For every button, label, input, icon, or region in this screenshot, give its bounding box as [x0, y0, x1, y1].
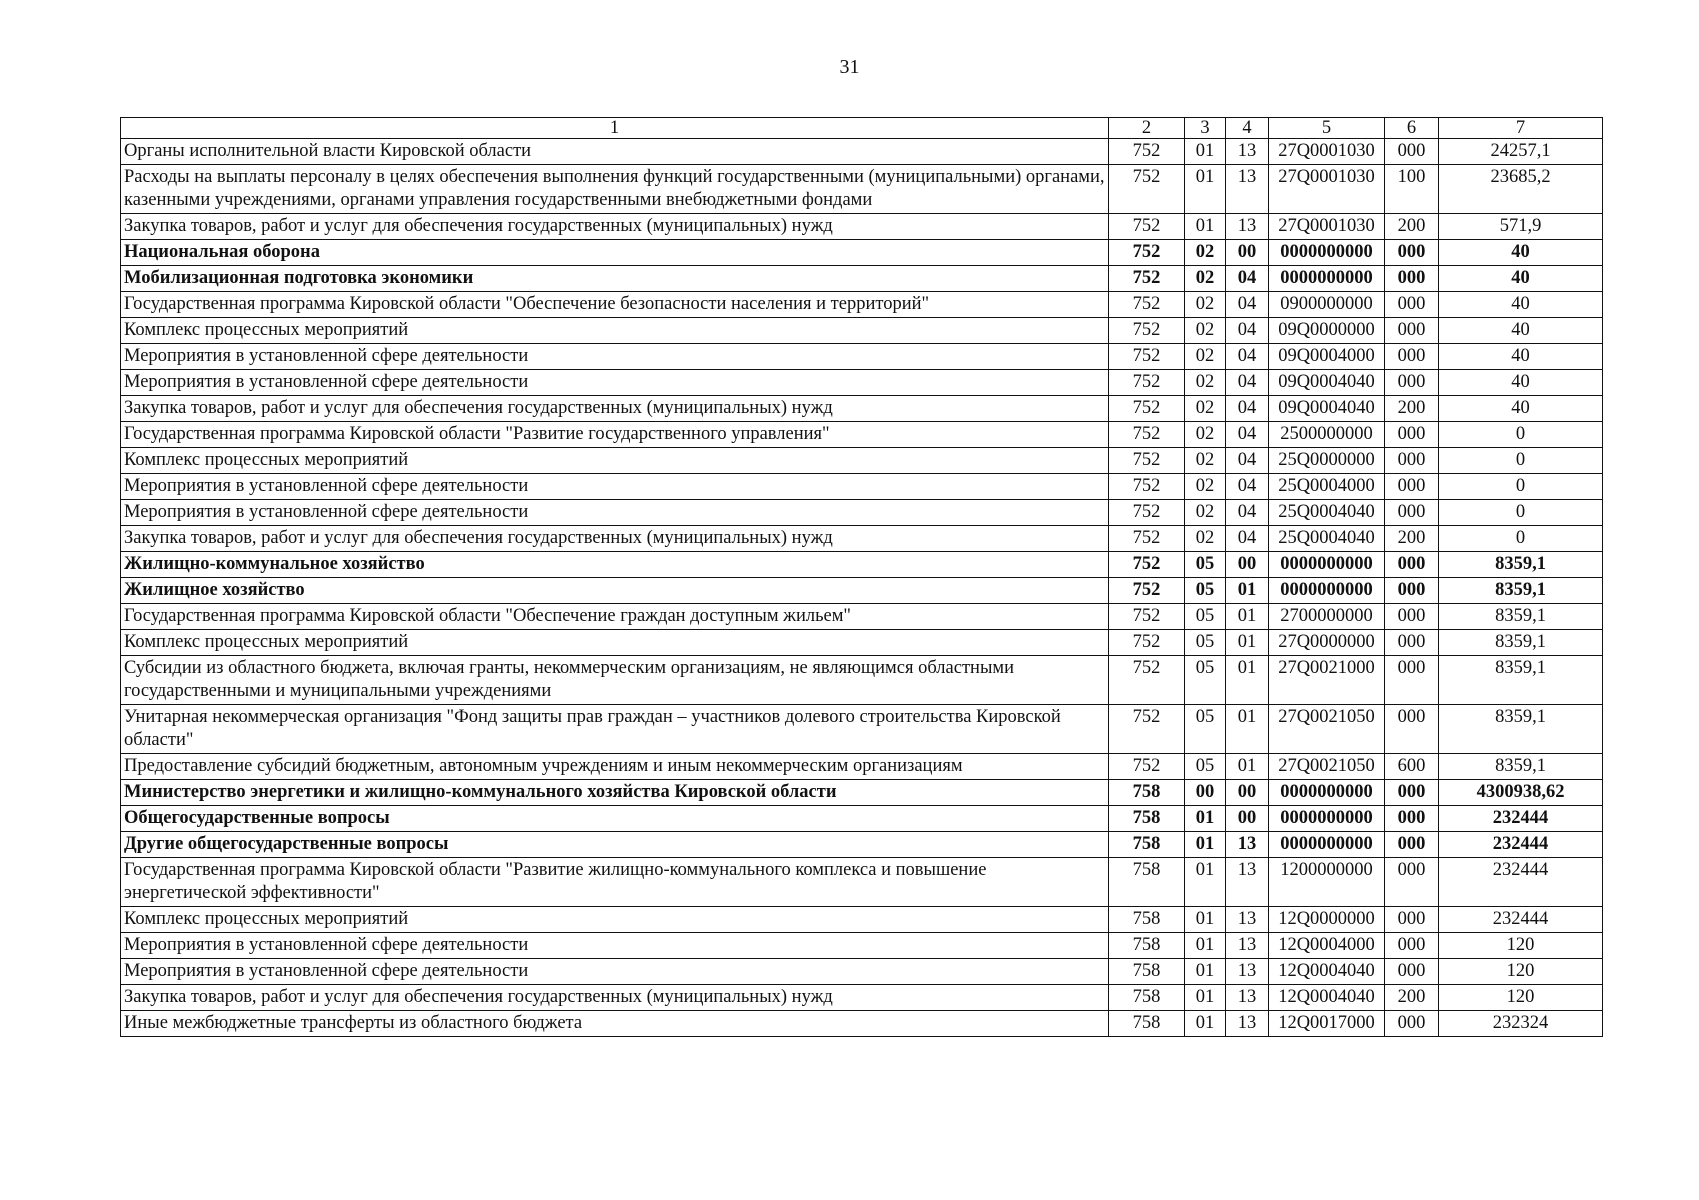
table-row — [121, 578, 1603, 604]
subsection-cell: 13 — [1226, 907, 1269, 933]
item-name-cell: Мероприятия в установленной сфере деятельности — [121, 474, 1109, 500]
ministry-code-cell: 752 — [1109, 214, 1185, 240]
amount-cell: 8359,1 — [1439, 604, 1603, 630]
table-row — [121, 474, 1603, 500]
target-article-cell: 0900000000 — [1269, 292, 1385, 318]
expense-type-cell: 000 — [1385, 656, 1439, 705]
subsection-cell: 04 — [1226, 448, 1269, 474]
table-row — [121, 832, 1603, 858]
ministry-code-cell: 752 — [1109, 552, 1185, 578]
target-article-cell: 1200000000 — [1269, 858, 1385, 907]
item-name-cell: Мероприятия в установленной сфере деятельности — [121, 370, 1109, 396]
amount-cell: 40 — [1439, 292, 1603, 318]
table-row — [121, 214, 1603, 240]
section-cell: 05 — [1185, 552, 1226, 578]
amount-cell: 232444 — [1439, 806, 1603, 832]
ministry-code-cell: 758 — [1109, 858, 1185, 907]
ministry-code-cell: 752 — [1109, 630, 1185, 656]
item-name-cell: Закупка товаров, работ и услуг для обеспечения государственных (муниципальных) нужд — [121, 985, 1109, 1011]
section-cell: 01 — [1185, 858, 1226, 907]
amount-cell: 0 — [1439, 422, 1603, 448]
subsection-cell: 01 — [1226, 656, 1269, 705]
amount-cell: 8359,1 — [1439, 578, 1603, 604]
amount-cell: 8359,1 — [1439, 630, 1603, 656]
section-cell: 01 — [1185, 1011, 1226, 1037]
table-row — [121, 266, 1603, 292]
expense-type-cell: 000 — [1385, 630, 1439, 656]
target-article-cell: 12Q0004040 — [1269, 985, 1385, 1011]
expense-type-cell: 000 — [1385, 705, 1439, 754]
table-row — [121, 1011, 1603, 1037]
subsection-cell: 04 — [1226, 422, 1269, 448]
section-cell: 05 — [1185, 754, 1226, 780]
column-header: 7 — [1439, 118, 1603, 139]
item-name-cell: Унитарная некоммерческая организация "Фонд защиты прав граждан – участников долевого строительства Кировской области" — [121, 705, 1109, 754]
target-article-cell: 27Q0001030 — [1269, 214, 1385, 240]
subsection-cell: 13 — [1226, 985, 1269, 1011]
section-cell: 00 — [1185, 780, 1226, 806]
subsection-cell: 01 — [1226, 630, 1269, 656]
item-name-cell: Жилищно-коммунальное хозяйство — [121, 552, 1109, 578]
table-row — [121, 858, 1603, 907]
amount-cell: 0 — [1439, 526, 1603, 552]
section-cell: 05 — [1185, 578, 1226, 604]
table-row — [121, 526, 1603, 552]
section-cell: 01 — [1185, 214, 1226, 240]
section-cell: 02 — [1185, 448, 1226, 474]
section-cell: 01 — [1185, 959, 1226, 985]
amount-cell: 8359,1 — [1439, 705, 1603, 754]
section-cell: 02 — [1185, 240, 1226, 266]
expense-type-cell: 000 — [1385, 578, 1439, 604]
amount-cell: 8359,1 — [1439, 754, 1603, 780]
ministry-code-cell: 758 — [1109, 832, 1185, 858]
target-article-cell: 0000000000 — [1269, 266, 1385, 292]
table-row — [121, 500, 1603, 526]
expense-type-cell: 000 — [1385, 933, 1439, 959]
ministry-code-cell: 752 — [1109, 448, 1185, 474]
table-row — [121, 396, 1603, 422]
table-row — [121, 318, 1603, 344]
amount-cell: 232324 — [1439, 1011, 1603, 1037]
expense-type-cell: 000 — [1385, 500, 1439, 526]
subsection-cell: 04 — [1226, 292, 1269, 318]
amount-cell: 8359,1 — [1439, 552, 1603, 578]
expense-type-cell: 000 — [1385, 604, 1439, 630]
column-header: 3 — [1185, 118, 1226, 139]
table-row — [121, 240, 1603, 266]
amount-cell: 232444 — [1439, 832, 1603, 858]
target-article-cell: 25Q0004040 — [1269, 526, 1385, 552]
ministry-code-cell: 752 — [1109, 344, 1185, 370]
table-row — [121, 959, 1603, 985]
item-name-cell: Национальная оборона — [121, 240, 1109, 266]
expense-type-cell: 000 — [1385, 344, 1439, 370]
amount-cell: 120 — [1439, 933, 1603, 959]
subsection-cell: 04 — [1226, 396, 1269, 422]
expense-type-cell: 600 — [1385, 754, 1439, 780]
expense-type-cell: 200 — [1385, 985, 1439, 1011]
target-article-cell: 09Q0004040 — [1269, 396, 1385, 422]
expense-type-cell: 000 — [1385, 318, 1439, 344]
expense-type-cell: 000 — [1385, 907, 1439, 933]
expense-type-cell: 000 — [1385, 240, 1439, 266]
table-row — [121, 292, 1603, 318]
item-name-cell: Другие общегосударственные вопросы — [121, 832, 1109, 858]
expense-type-cell: 000 — [1385, 292, 1439, 318]
table-row — [121, 806, 1603, 832]
ministry-code-cell: 752 — [1109, 165, 1185, 214]
ministry-code-cell: 752 — [1109, 500, 1185, 526]
target-article-cell: 0000000000 — [1269, 240, 1385, 266]
ministry-code-cell: 758 — [1109, 907, 1185, 933]
subsection-cell: 01 — [1226, 705, 1269, 754]
item-name-cell: Расходы на выплаты персоналу в целях обеспечения выполнения функций государственными (муниципальными) органами, казенными учреждениями, органами управления государственными внебюджетными фондами — [121, 165, 1109, 214]
item-name-cell: Комплекс процессных мероприятий — [121, 907, 1109, 933]
expense-type-cell: 200 — [1385, 214, 1439, 240]
amount-cell: 4300938,62 — [1439, 780, 1603, 806]
target-article-cell: 2700000000 — [1269, 604, 1385, 630]
item-name-cell: Государственная программа Кировской области "Развитие государственного управления" — [121, 422, 1109, 448]
amount-cell: 40 — [1439, 344, 1603, 370]
subsection-cell: 04 — [1226, 344, 1269, 370]
subsection-cell: 13 — [1226, 959, 1269, 985]
table-row — [121, 630, 1603, 656]
amount-cell: 0 — [1439, 448, 1603, 474]
subsection-cell: 13 — [1226, 858, 1269, 907]
section-cell: 02 — [1185, 318, 1226, 344]
subsection-cell: 13 — [1226, 139, 1269, 165]
amount-cell: 8359,1 — [1439, 656, 1603, 705]
target-article-cell: 12Q0000000 — [1269, 907, 1385, 933]
item-name-cell: Предоставление субсидий бюджетным, автономным учреждениям и иным некоммерческим организациям — [121, 754, 1109, 780]
amount-cell: 23685,2 — [1439, 165, 1603, 214]
table-row — [121, 552, 1603, 578]
section-cell: 02 — [1185, 370, 1226, 396]
subsection-cell: 13 — [1226, 214, 1269, 240]
expense-type-cell: 000 — [1385, 370, 1439, 396]
section-cell: 05 — [1185, 630, 1226, 656]
section-cell: 01 — [1185, 165, 1226, 214]
section-cell: 02 — [1185, 266, 1226, 292]
target-article-cell: 12Q0004000 — [1269, 933, 1385, 959]
subsection-cell: 13 — [1226, 933, 1269, 959]
ministry-code-cell: 752 — [1109, 604, 1185, 630]
target-article-cell: 25Q0004000 — [1269, 474, 1385, 500]
section-cell: 01 — [1185, 806, 1226, 832]
ministry-code-cell: 758 — [1109, 959, 1185, 985]
amount-cell: 40 — [1439, 240, 1603, 266]
subsection-cell: 13 — [1226, 1011, 1269, 1037]
target-article-cell: 27Q0021050 — [1269, 754, 1385, 780]
target-article-cell: 27Q0021000 — [1269, 656, 1385, 705]
ministry-code-cell: 752 — [1109, 396, 1185, 422]
amount-cell: 120 — [1439, 959, 1603, 985]
ministry-code-cell: 758 — [1109, 933, 1185, 959]
subsection-cell: 04 — [1226, 318, 1269, 344]
expense-type-cell: 000 — [1385, 474, 1439, 500]
table-body — [121, 139, 1603, 1037]
table-row — [121, 780, 1603, 806]
item-name-cell: Министерство энергетики и жилищно-коммунального хозяйства Кировской области — [121, 780, 1109, 806]
expense-type-cell: 000 — [1385, 552, 1439, 578]
item-name-cell: Комплекс процессных мероприятий — [121, 318, 1109, 344]
target-article-cell: 0000000000 — [1269, 780, 1385, 806]
amount-cell: 0 — [1439, 500, 1603, 526]
expense-type-cell: 000 — [1385, 448, 1439, 474]
column-header: 4 — [1226, 118, 1269, 139]
target-article-cell: 27Q0000000 — [1269, 630, 1385, 656]
section-cell: 02 — [1185, 526, 1226, 552]
expense-type-cell: 000 — [1385, 806, 1439, 832]
ministry-code-cell: 752 — [1109, 266, 1185, 292]
target-article-cell: 25Q0000000 — [1269, 448, 1385, 474]
section-cell: 01 — [1185, 832, 1226, 858]
column-header: 2 — [1109, 118, 1185, 139]
section-cell: 01 — [1185, 933, 1226, 959]
table-row — [121, 907, 1603, 933]
table-row — [121, 933, 1603, 959]
expense-type-cell: 200 — [1385, 396, 1439, 422]
section-cell: 02 — [1185, 422, 1226, 448]
ministry-code-cell: 752 — [1109, 526, 1185, 552]
amount-cell: 40 — [1439, 266, 1603, 292]
target-article-cell: 12Q0017000 — [1269, 1011, 1385, 1037]
table-row — [121, 754, 1603, 780]
item-name-cell: Закупка товаров, работ и услуг для обеспечения государственных (муниципальных) нужд — [121, 526, 1109, 552]
ministry-code-cell: 752 — [1109, 318, 1185, 344]
expense-type-cell: 000 — [1385, 1011, 1439, 1037]
ministry-code-cell: 758 — [1109, 1011, 1185, 1037]
ministry-code-cell: 752 — [1109, 139, 1185, 165]
target-article-cell: 27Q0001030 — [1269, 139, 1385, 165]
amount-cell: 0 — [1439, 474, 1603, 500]
table-row — [121, 705, 1603, 754]
section-cell: 01 — [1185, 907, 1226, 933]
column-header: 6 — [1385, 118, 1439, 139]
section-cell: 01 — [1185, 985, 1226, 1011]
item-name-cell: Субсидии из областного бюджета, включая гранты, некоммерческим организациям, не являющимся областными государственными и муниципальными учреждениями — [121, 656, 1109, 705]
item-name-cell: Мероприятия в установленной сфере деятельности — [121, 959, 1109, 985]
subsection-cell: 00 — [1226, 806, 1269, 832]
subsection-cell: 01 — [1226, 754, 1269, 780]
section-cell: 02 — [1185, 500, 1226, 526]
section-cell: 05 — [1185, 656, 1226, 705]
expense-type-cell: 000 — [1385, 422, 1439, 448]
section-cell: 05 — [1185, 705, 1226, 754]
target-article-cell: 0000000000 — [1269, 806, 1385, 832]
item-name-cell: Государственная программа Кировской области "Обеспечение граждан доступным жильем" — [121, 604, 1109, 630]
amount-cell: 571,9 — [1439, 214, 1603, 240]
item-name-cell: Закупка товаров, работ и услуг для обеспечения государственных (муниципальных) нужд — [121, 214, 1109, 240]
expense-type-cell: 000 — [1385, 780, 1439, 806]
ministry-code-cell: 752 — [1109, 578, 1185, 604]
item-name-cell: Мероприятия в установленной сфере деятельности — [121, 344, 1109, 370]
target-article-cell: 0000000000 — [1269, 832, 1385, 858]
target-article-cell: 27Q0001030 — [1269, 165, 1385, 214]
amount-cell: 24257,1 — [1439, 139, 1603, 165]
ministry-code-cell: 758 — [1109, 985, 1185, 1011]
amount-cell: 40 — [1439, 396, 1603, 422]
target-article-cell: 25Q0004040 — [1269, 500, 1385, 526]
target-article-cell: 09Q0004040 — [1269, 370, 1385, 396]
table-row — [121, 422, 1603, 448]
subsection-cell: 00 — [1226, 552, 1269, 578]
item-name-cell: Закупка товаров, работ и услуг для обеспечения государственных (муниципальных) нужд — [121, 396, 1109, 422]
ministry-code-cell: 752 — [1109, 474, 1185, 500]
ministry-code-cell: 752 — [1109, 656, 1185, 705]
expense-type-cell: 000 — [1385, 139, 1439, 165]
table-row — [121, 604, 1603, 630]
item-name-cell: Комплекс процессных мероприятий — [121, 448, 1109, 474]
target-article-cell: 12Q0004040 — [1269, 959, 1385, 985]
ministry-code-cell: 752 — [1109, 370, 1185, 396]
item-name-cell: Жилищное хозяйство — [121, 578, 1109, 604]
section-cell: 01 — [1185, 139, 1226, 165]
header-row — [121, 118, 1603, 139]
target-article-cell: 0000000000 — [1269, 578, 1385, 604]
subsection-cell: 13 — [1226, 832, 1269, 858]
target-article-cell: 0000000000 — [1269, 552, 1385, 578]
table-row — [121, 165, 1603, 214]
expense-type-cell: 000 — [1385, 832, 1439, 858]
expense-type-cell: 000 — [1385, 858, 1439, 907]
subsection-cell: 04 — [1226, 474, 1269, 500]
expense-type-cell: 200 — [1385, 526, 1439, 552]
amount-cell: 232444 — [1439, 858, 1603, 907]
amount-cell: 120 — [1439, 985, 1603, 1011]
ministry-code-cell: 752 — [1109, 240, 1185, 266]
item-name-cell: Органы исполнительной власти Кировской области — [121, 139, 1109, 165]
ministry-code-cell: 758 — [1109, 806, 1185, 832]
amount-cell: 232444 — [1439, 907, 1603, 933]
item-name-cell: Государственная программа Кировской области "Обеспечение безопасности населения и территорий" — [121, 292, 1109, 318]
item-name-cell: Иные межбюджетные трансферты из областного бюджета — [121, 1011, 1109, 1037]
subsection-cell: 04 — [1226, 266, 1269, 292]
ministry-code-cell: 752 — [1109, 705, 1185, 754]
table-row — [121, 985, 1603, 1011]
expense-type-cell: 000 — [1385, 266, 1439, 292]
section-cell: 02 — [1185, 292, 1226, 318]
item-name-cell: Мобилизационная подготовка экономики — [121, 266, 1109, 292]
budget-table — [120, 117, 1603, 1037]
table-row — [121, 656, 1603, 705]
subsection-cell: 13 — [1226, 165, 1269, 214]
subsection-cell: 04 — [1226, 370, 1269, 396]
table-row — [121, 139, 1603, 165]
ministry-code-cell: 752 — [1109, 422, 1185, 448]
target-article-cell: 27Q0021050 — [1269, 705, 1385, 754]
amount-cell: 40 — [1439, 318, 1603, 344]
subsection-cell: 04 — [1226, 500, 1269, 526]
amount-cell: 40 — [1439, 370, 1603, 396]
target-article-cell: 2500000000 — [1269, 422, 1385, 448]
section-cell: 02 — [1185, 344, 1226, 370]
ministry-code-cell: 752 — [1109, 292, 1185, 318]
table-row — [121, 448, 1603, 474]
subsection-cell: 04 — [1226, 526, 1269, 552]
item-name-cell: Мероприятия в установленной сфере деятельности — [121, 500, 1109, 526]
item-name-cell: Комплекс процессных мероприятий — [121, 630, 1109, 656]
column-header: 1 — [121, 118, 1109, 139]
item-name-cell: Государственная программа Кировской области "Развитие жилищно-коммунального комплекса и повышение энергетической эффективности" — [121, 858, 1109, 907]
target-article-cell: 09Q0004000 — [1269, 344, 1385, 370]
section-cell: 02 — [1185, 396, 1226, 422]
section-cell: 02 — [1185, 474, 1226, 500]
ministry-code-cell: 758 — [1109, 780, 1185, 806]
target-article-cell: 09Q0000000 — [1269, 318, 1385, 344]
subsection-cell: 01 — [1226, 604, 1269, 630]
page-number: 31 — [839, 56, 860, 78]
subsection-cell: 00 — [1226, 780, 1269, 806]
subsection-cell: 01 — [1226, 578, 1269, 604]
section-cell: 05 — [1185, 604, 1226, 630]
column-header: 5 — [1269, 118, 1385, 139]
expense-type-cell: 000 — [1385, 959, 1439, 985]
ministry-code-cell: 752 — [1109, 754, 1185, 780]
item-name-cell: Мероприятия в установленной сфере деятельности — [121, 933, 1109, 959]
expense-type-cell: 100 — [1385, 165, 1439, 214]
table-row — [121, 344, 1603, 370]
item-name-cell: Общегосударственные вопросы — [121, 806, 1109, 832]
subsection-cell: 00 — [1226, 240, 1269, 266]
table-row — [121, 370, 1603, 396]
